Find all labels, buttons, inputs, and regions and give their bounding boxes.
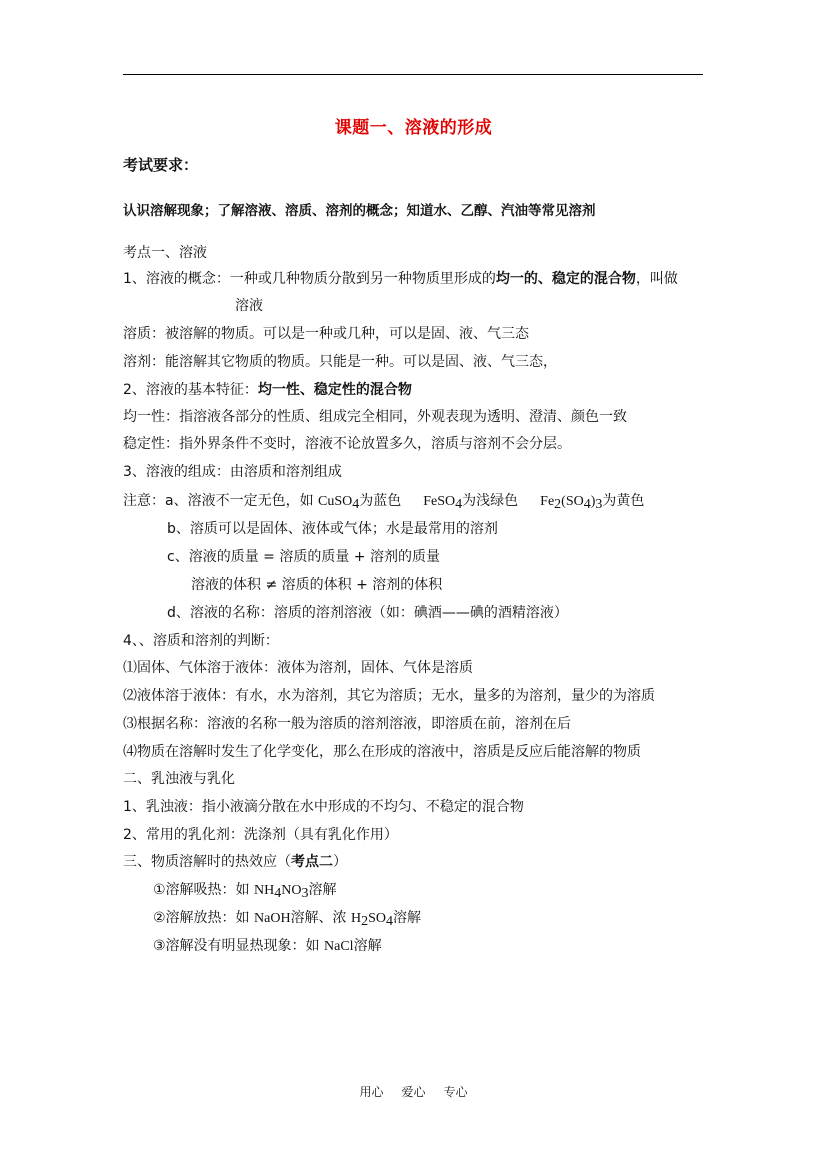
formula-subscript: 4 xyxy=(274,886,282,901)
basic-features xyxy=(123,380,412,400)
heat-absorb-text: ①溶解吸热：如 xyxy=(153,882,255,898)
solute-definition: 溶质：被溶解的物质。可以是一种或几种，可以是固、液、气三态 xyxy=(123,326,529,342)
note-d: d、溶液的名称：溶质的溶剂溶液（如：碘酒——碘的酒精溶液） xyxy=(167,605,568,621)
note-a-text: 注意：a、溶液不一定无色，如 xyxy=(123,493,319,509)
note-a-text: 为黄色 xyxy=(602,493,645,509)
formula-subscript: 4 xyxy=(583,497,591,512)
formula-fe2so43: Fe xyxy=(540,494,555,509)
solution-concept-prefix: 1、溶液的概念：一种或几种物质分散到另一种物质里形成的 xyxy=(123,271,496,287)
page-title: 课题一、溶液的形成 xyxy=(334,118,493,138)
formula-nh4no3: NH xyxy=(254,883,275,898)
formula-part: SO xyxy=(368,911,387,926)
footer-item: 爱心 xyxy=(401,1085,426,1099)
note-a xyxy=(123,491,644,512)
formula-cuso4: CuSO xyxy=(318,494,353,509)
heat-release-text: 溶解 xyxy=(393,910,422,926)
judgement-4: ⑷物质在溶解时发生了化学变化，那么在形成的溶液中，溶质是反应后能溶解的物质 xyxy=(123,744,641,760)
basic-features-bold: 均一性、稳定性的混合物 xyxy=(257,382,412,398)
formula-feso4: FeSO xyxy=(423,494,456,509)
note-c: c、溶液的质量 = 溶质的质量 + 溶剂的质量 xyxy=(167,549,440,565)
emulsion-definition: 1、乳浊液：指小液滴分散在水中形成的不均匀、不稳定的混合物 xyxy=(123,799,524,815)
heat-absorb xyxy=(153,880,336,901)
footer-item: 用心 xyxy=(359,1085,384,1099)
formula-subscript: 3 xyxy=(595,497,603,512)
composition: 3、溶液的组成：由溶质和溶剂组成 xyxy=(123,464,342,480)
solution-concept-suffix: ，叫做 xyxy=(635,271,678,287)
formula-nacl: NaCl xyxy=(324,939,354,954)
heat-none-text: ③溶解没有明显热现象：如 xyxy=(153,938,325,954)
solution-concept-bold: 均一的、稳定的混合物 xyxy=(495,271,636,287)
requirements-text: 认识溶解现象；了解溶液、溶质、溶剂的概念；知道水、乙醇、汽油等常见溶剂 xyxy=(123,203,596,219)
stability-definition: 稳定性：指外界条件不变时，溶液不论放置多久，溶质与溶剂不会分层。 xyxy=(123,436,571,452)
note-a-text: 为浅绿色 xyxy=(462,493,519,509)
solvent-definition: 溶剂：能溶解其它物质的物质。只能是一种。可以是固、液、气三态， xyxy=(123,354,557,370)
section-3-prefix: 三、物质溶解时的热效应（ xyxy=(123,854,291,870)
section-2-heading: 二、乳浊液与乳化 xyxy=(123,771,235,787)
formula-naoh: NaOH xyxy=(254,911,291,926)
formula-part: NO xyxy=(281,883,302,898)
uniformity-definition: 均一性：指溶液各部分的性质、组成完全相同，外观表现为透明、澄清、颜色一致 xyxy=(123,409,627,425)
basic-features-prefix: 2、溶液的基本特征： xyxy=(123,382,258,398)
judgement-3: ⑶根据名称：溶液的名称一般为溶质的溶剂溶液，即溶质在前，溶剂在后 xyxy=(123,716,571,732)
formula-subscript: 4 xyxy=(352,497,360,512)
solution-concept-cont: 溶液 xyxy=(235,298,263,314)
heat-absorb-text: 溶解 xyxy=(308,882,337,898)
solution-concept xyxy=(123,269,678,289)
formula-subscript: 2 xyxy=(361,914,369,929)
heat-none-text: 溶解 xyxy=(353,938,382,954)
kp1-heading: 考点一、溶液 xyxy=(123,245,207,261)
formula-part: ) xyxy=(590,494,596,509)
heat-none xyxy=(153,936,382,957)
formula-subscript: 4 xyxy=(455,497,463,512)
emulsifier: 2、常用的乳化剂：洗涤剂（具有乳化作用） xyxy=(123,827,398,843)
section-3-heading xyxy=(123,852,347,872)
footer-item: 专心 xyxy=(443,1085,468,1099)
formula-subscript: 2 xyxy=(554,497,562,512)
heat-release xyxy=(153,908,421,929)
header-rule xyxy=(123,74,703,75)
judgement-1: ⑴固体、气体溶于液体：液体为溶剂，固体、气体是溶质 xyxy=(123,660,473,676)
formula-part: (SO xyxy=(561,494,584,509)
section-3-bold: 考点二 xyxy=(291,854,333,870)
judgement-2: ⑵液体溶于液体：有水，水为溶剂，其它为溶质；无水，量多的为溶剂，量少的为溶质 xyxy=(123,688,655,704)
formula-subscript: 3 xyxy=(301,886,309,901)
page-footer xyxy=(0,1083,827,1100)
formula-subscript: 4 xyxy=(386,914,394,929)
heat-release-text: ②溶解放热：如 xyxy=(153,910,255,926)
note-c-volume: 溶液的体积 ≠ 溶质的体积 + 溶剂的体积 xyxy=(191,577,443,593)
note-b: b、溶质可以是固体、液体或气体；水是最常用的溶剂 xyxy=(167,521,498,537)
heat-release-text: 溶解、浓 xyxy=(290,910,352,926)
section-3-suffix: ） xyxy=(333,854,347,870)
formula-h2so4: H xyxy=(351,911,362,926)
note-a-text: 为蓝色 xyxy=(359,493,402,509)
requirements-heading: 考试要求： xyxy=(123,156,199,174)
judgement-heading: 4、、溶质和溶剂的判断： xyxy=(123,633,279,649)
